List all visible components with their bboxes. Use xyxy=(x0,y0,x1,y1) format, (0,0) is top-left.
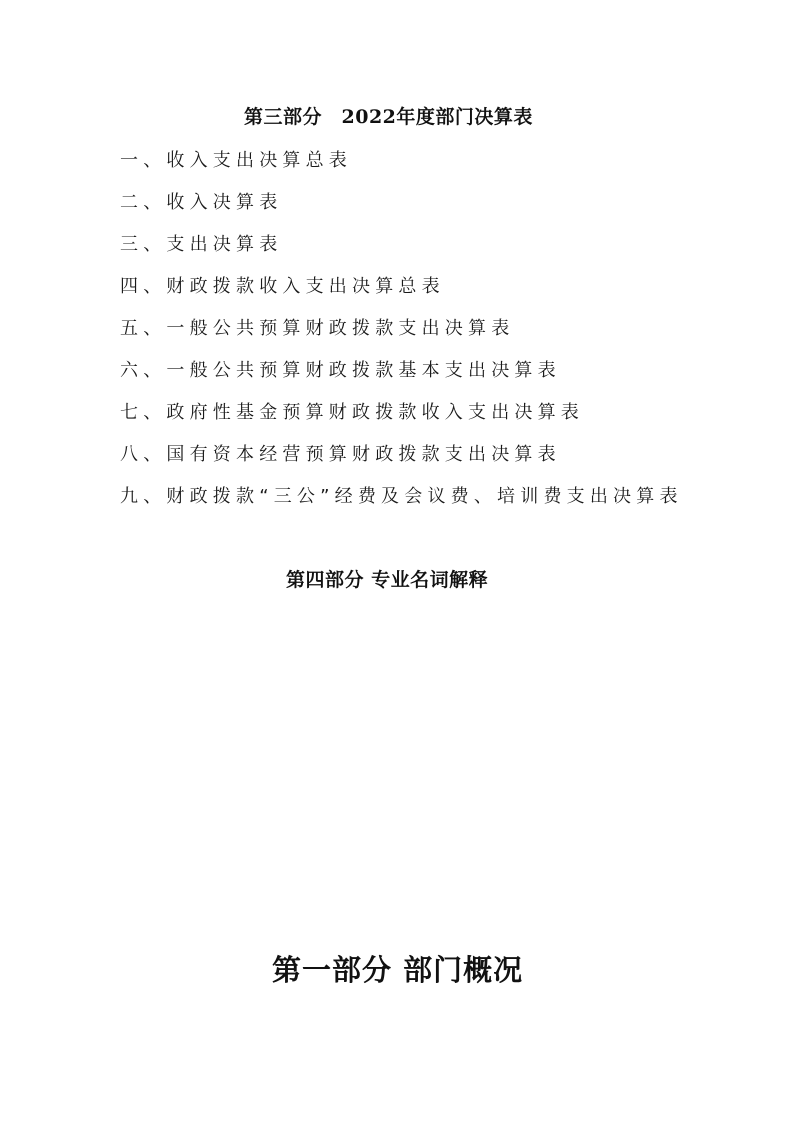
toc-item-6: 六、一般公共预算财政拨款基本支出决算表 xyxy=(120,360,561,381)
toc-item-3: 三、支出决算表 xyxy=(120,234,283,255)
part4-heading: 第四部分 专业名词解释 xyxy=(286,569,489,591)
toc-item-8: 八、国有资本经营预算财政拨款支出决算表 xyxy=(120,444,561,465)
toc-item-7: 七、政府性基金预算财政拨款收入支出决算表 xyxy=(120,402,584,423)
toc-item-5: 五、一般公共预算财政拨款支出决算表 xyxy=(120,318,515,339)
toc-item-9: 九、财政拨款“三公”经费及会议费、培训费支出决算表 xyxy=(120,486,683,507)
toc-item-2: 二、收入决算表 xyxy=(120,192,283,213)
toc-item-4: 四、财政拨款收入支出决算总表 xyxy=(120,276,445,297)
part3-heading: 第三部分 2022年度部门决算表 xyxy=(244,106,533,128)
toc-item-1: 一、收入支出决算总表 xyxy=(120,150,352,171)
part1-heading: 第一部分 部门概况 xyxy=(272,953,524,987)
part3-table-list xyxy=(120,148,683,526)
